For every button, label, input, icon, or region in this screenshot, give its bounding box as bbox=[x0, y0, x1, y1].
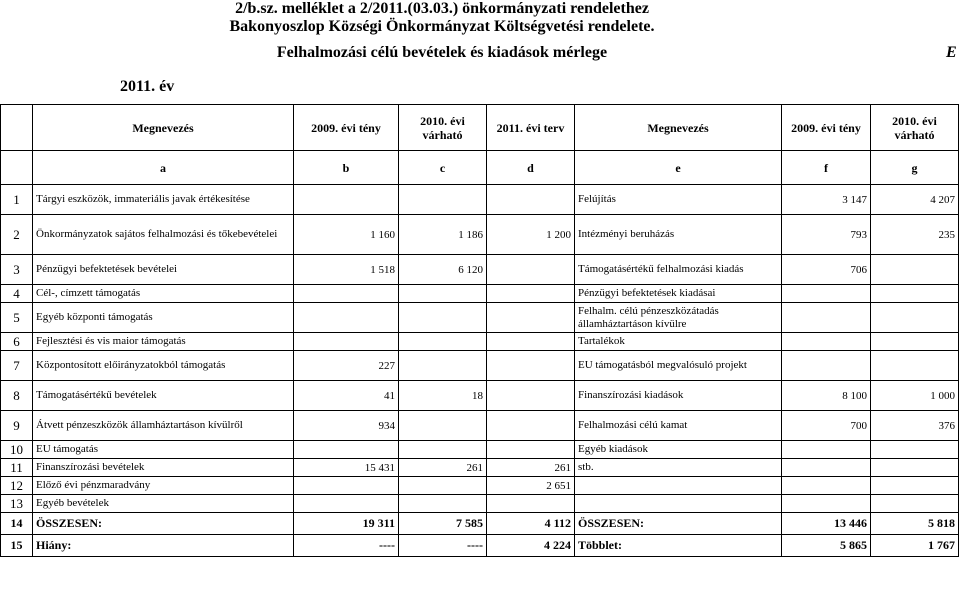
cell-c: ---- bbox=[399, 535, 487, 556]
cell-e: Tartalékok bbox=[575, 333, 782, 350]
cell-c bbox=[399, 351, 487, 380]
cell-b: 934 bbox=[294, 411, 399, 440]
cell-g: 1 767 bbox=[871, 535, 959, 556]
row-number: 14 bbox=[1, 513, 33, 534]
column-letter-row bbox=[1, 151, 959, 185]
cell-a: Előző évi pénzmaradvány bbox=[33, 477, 294, 494]
cell-d bbox=[487, 351, 575, 380]
row-number: 3 bbox=[1, 255, 33, 284]
cell-e: Többlet: bbox=[575, 535, 782, 556]
cell-a: EU támogatás bbox=[33, 441, 294, 458]
cell-b bbox=[294, 185, 399, 214]
column-letter: b bbox=[294, 151, 399, 184]
cell-b: 15 431 bbox=[294, 459, 399, 476]
cell-g bbox=[871, 495, 959, 512]
cell-g bbox=[871, 255, 959, 284]
cell-f: 8 100 bbox=[782, 381, 871, 410]
cell-g bbox=[871, 459, 959, 476]
cell-d bbox=[487, 333, 575, 350]
cell-a: Átvett pénzeszközök államháztartáson kívülről bbox=[33, 411, 294, 440]
annex-letter: E bbox=[946, 44, 957, 61]
cell-d bbox=[487, 441, 575, 458]
cell-e: Pénzügyi befektetések kiadásai bbox=[575, 285, 782, 302]
cell-e: Felhalm. célú pénzeszközátadás államháztartáson kívülre bbox=[575, 303, 782, 332]
cell-f bbox=[782, 285, 871, 302]
row-number: 2 bbox=[1, 215, 33, 254]
document-title-line-2: Bakonyoszlop Községi Önkormányzat Költségvetési rendelete. bbox=[229, 18, 655, 35]
row-number: 15 bbox=[1, 535, 33, 556]
cell-b: 1 518 bbox=[294, 255, 399, 284]
column-letter: g bbox=[871, 151, 959, 184]
cell-b bbox=[294, 285, 399, 302]
cell-b: 227 bbox=[294, 351, 399, 380]
cell-g bbox=[871, 285, 959, 302]
column-letter: f bbox=[782, 151, 871, 184]
table-row bbox=[1, 513, 959, 535]
cell-d bbox=[487, 411, 575, 440]
cell-c: 261 bbox=[399, 459, 487, 476]
table-row bbox=[1, 285, 959, 303]
cell-f bbox=[782, 351, 871, 380]
cell-a: Önkormányzatok sajátos felhalmozási és tőkebevételei bbox=[33, 215, 294, 254]
cell-g: 376 bbox=[871, 411, 959, 440]
table-row bbox=[1, 255, 959, 285]
header-cell: Megnevezés bbox=[575, 105, 782, 150]
cell-b: 19 311 bbox=[294, 513, 399, 534]
cell-e: ÖSSZESEN: bbox=[575, 513, 782, 534]
row-number: 1 bbox=[1, 185, 33, 214]
table-row bbox=[1, 411, 959, 441]
row-number: 6 bbox=[1, 333, 33, 350]
column-letter: a bbox=[33, 151, 294, 184]
cell-f: 5 865 bbox=[782, 535, 871, 556]
cell-e: Egyéb kiadások bbox=[575, 441, 782, 458]
cell-a: Központosított előirányzatokból támogatás bbox=[33, 351, 294, 380]
cell-a: Finanszírozási bevételek bbox=[33, 459, 294, 476]
cell-f: 3 147 bbox=[782, 185, 871, 214]
document-title-line-1: 2/b.sz. melléklet a 2/2011.(03.03.) önkormányzati rendelethez bbox=[235, 0, 649, 17]
row-number: 5 bbox=[1, 303, 33, 332]
cell-d bbox=[487, 303, 575, 332]
header-cell: 2009. évi tény bbox=[782, 105, 871, 150]
header-index-cell bbox=[1, 105, 33, 150]
row-number: 13 bbox=[1, 495, 33, 512]
cell-f: 793 bbox=[782, 215, 871, 254]
cell-b bbox=[294, 477, 399, 494]
cell-f bbox=[782, 441, 871, 458]
table-row bbox=[1, 333, 959, 351]
cell-c bbox=[399, 441, 487, 458]
cell-g: 4 207 bbox=[871, 185, 959, 214]
cell-g: 235 bbox=[871, 215, 959, 254]
column-letter: e bbox=[575, 151, 782, 184]
balance-table bbox=[0, 104, 959, 557]
cell-c bbox=[399, 411, 487, 440]
row-number: 9 bbox=[1, 411, 33, 440]
table-row bbox=[1, 215, 959, 255]
table-row bbox=[1, 185, 959, 215]
table-row bbox=[1, 535, 959, 557]
cell-d: 1 200 bbox=[487, 215, 575, 254]
cell-g: 1 000 bbox=[871, 381, 959, 410]
cell-f bbox=[782, 495, 871, 512]
cell-c: 18 bbox=[399, 381, 487, 410]
cell-d: 4 112 bbox=[487, 513, 575, 534]
cell-f bbox=[782, 459, 871, 476]
cell-a: Tárgyi eszközök, immateriális javak értékesítése bbox=[33, 185, 294, 214]
column-letter: c bbox=[399, 151, 487, 184]
budget-year: 2011. év bbox=[120, 78, 175, 95]
header-row bbox=[1, 105, 959, 151]
cell-b: 1 160 bbox=[294, 215, 399, 254]
cell-d bbox=[487, 255, 575, 284]
header-cell: 2011. évi terv bbox=[487, 105, 575, 150]
cell-c: 1 186 bbox=[399, 215, 487, 254]
cell-d bbox=[487, 381, 575, 410]
cell-a: Fejlesztési és vis maior támogatás bbox=[33, 333, 294, 350]
cell-c bbox=[399, 185, 487, 214]
cell-c bbox=[399, 477, 487, 494]
header-cell: 2009. évi tény bbox=[294, 105, 399, 150]
cell-b bbox=[294, 441, 399, 458]
table-body bbox=[1, 185, 959, 557]
cell-d: 2 651 bbox=[487, 477, 575, 494]
cell-a: ÖSSZESEN: bbox=[33, 513, 294, 534]
cell-c: 6 120 bbox=[399, 255, 487, 284]
letter-index-cell bbox=[1, 151, 33, 184]
cell-g bbox=[871, 351, 959, 380]
table-row bbox=[1, 351, 959, 381]
cell-f: 706 bbox=[782, 255, 871, 284]
cell-f: 700 bbox=[782, 411, 871, 440]
cell-e bbox=[575, 477, 782, 494]
cell-a: Pénzügyi befektetések bevételei bbox=[33, 255, 294, 284]
table-row bbox=[1, 459, 959, 477]
cell-b: 41 bbox=[294, 381, 399, 410]
cell-g bbox=[871, 477, 959, 494]
cell-e: Felhalmozási célú kamat bbox=[575, 411, 782, 440]
table-row bbox=[1, 381, 959, 411]
cell-a: Hiány: bbox=[33, 535, 294, 556]
table-row bbox=[1, 303, 959, 333]
cell-c bbox=[399, 495, 487, 512]
cell-e bbox=[575, 495, 782, 512]
cell-e: Felújítás bbox=[575, 185, 782, 214]
column-letter: d bbox=[487, 151, 575, 184]
cell-e: Finanszírozási kiadások bbox=[575, 381, 782, 410]
cell-f bbox=[782, 477, 871, 494]
table-title: Felhalmozási célú bevételek és kiadások mérlege bbox=[276, 44, 608, 61]
cell-c bbox=[399, 333, 487, 350]
cell-a: Cél-, címzett támogatás bbox=[33, 285, 294, 302]
row-number: 12 bbox=[1, 477, 33, 494]
row-number: 7 bbox=[1, 351, 33, 380]
row-number: 8 bbox=[1, 381, 33, 410]
cell-c: 7 585 bbox=[399, 513, 487, 534]
cell-a: Támogatásértékű bevételek bbox=[33, 381, 294, 410]
cell-d: 4 224 bbox=[487, 535, 575, 556]
cell-f: 13 446 bbox=[782, 513, 871, 534]
cell-b: ---- bbox=[294, 535, 399, 556]
cell-c bbox=[399, 285, 487, 302]
cell-a: Egyéb központi támogatás bbox=[33, 303, 294, 332]
cell-e: EU támogatásból megvalósuló projekt bbox=[575, 351, 782, 380]
cell-f bbox=[782, 303, 871, 332]
cell-a: Egyéb bevételek bbox=[33, 495, 294, 512]
table-row bbox=[1, 441, 959, 459]
table-row bbox=[1, 495, 959, 513]
cell-d bbox=[487, 185, 575, 214]
cell-e: Támogatásértékű felhalmozási kiadás bbox=[575, 255, 782, 284]
cell-g bbox=[871, 333, 959, 350]
cell-c bbox=[399, 303, 487, 332]
cell-e: stb. bbox=[575, 459, 782, 476]
cell-d bbox=[487, 285, 575, 302]
cell-b bbox=[294, 495, 399, 512]
cell-d: 261 bbox=[487, 459, 575, 476]
header-cell: 2010. évi várható bbox=[871, 105, 959, 150]
cell-b bbox=[294, 303, 399, 332]
cell-g: 5 818 bbox=[871, 513, 959, 534]
cell-g bbox=[871, 303, 959, 332]
row-number: 4 bbox=[1, 285, 33, 302]
row-number: 11 bbox=[1, 459, 33, 476]
header-cell: Megnevezés bbox=[33, 105, 294, 150]
cell-e: Intézményi beruházás bbox=[575, 215, 782, 254]
cell-g bbox=[871, 441, 959, 458]
table-row bbox=[1, 477, 959, 495]
row-number: 10 bbox=[1, 441, 33, 458]
header-cell: 2010. évi várható bbox=[399, 105, 487, 150]
cell-f bbox=[782, 333, 871, 350]
cell-d bbox=[487, 495, 575, 512]
cell-b bbox=[294, 333, 399, 350]
